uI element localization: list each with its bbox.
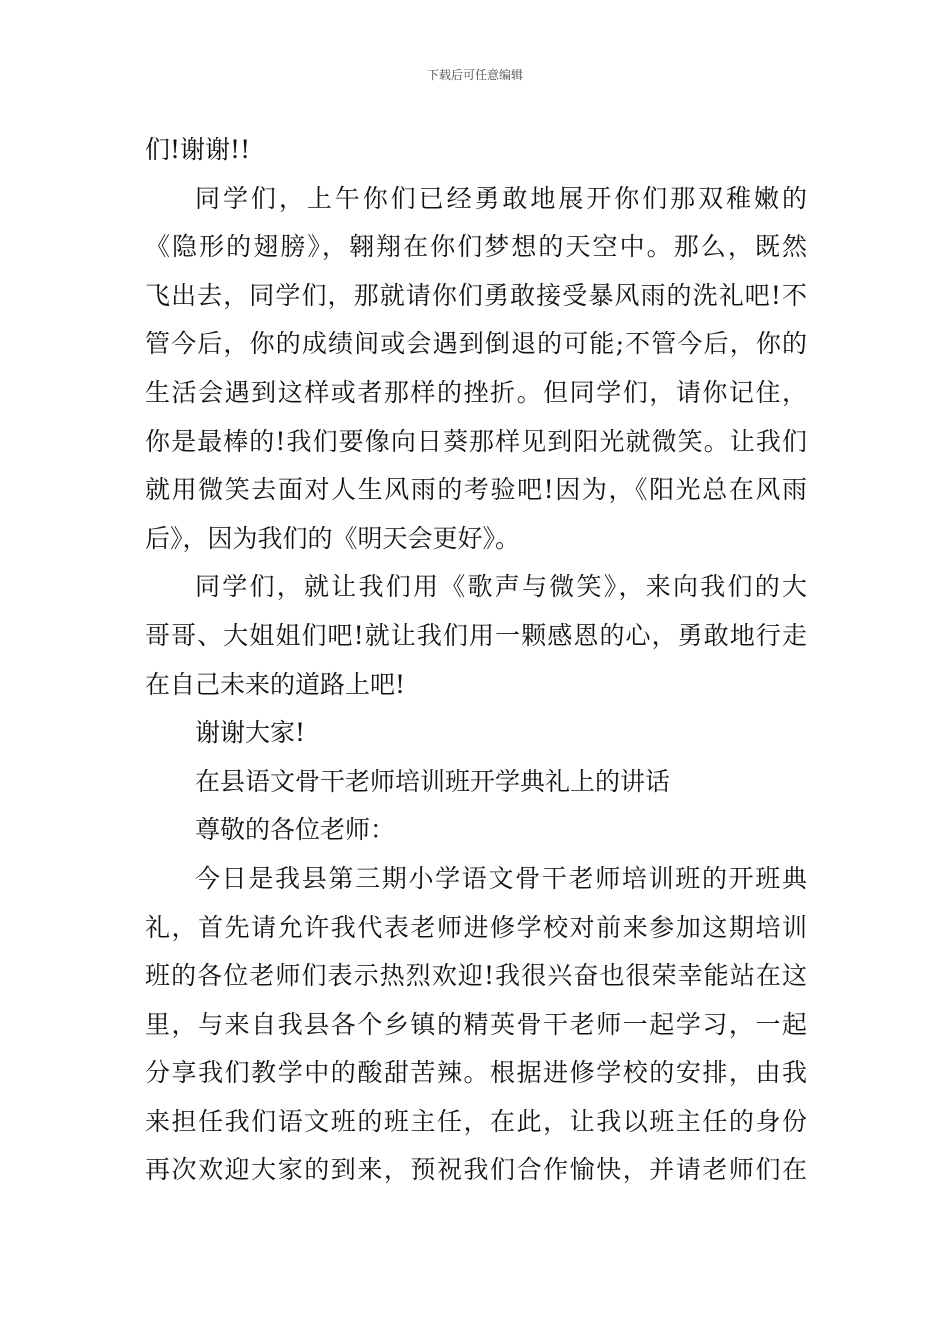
text-line: 在自己未来的道路上吧!: [145, 669, 406, 699]
text-line: 同学们，就让我们用《歌声与微笑》，来向我们的大: [195, 572, 807, 602]
text-line: 后》，因为我们的《明天会更好》。: [145, 523, 521, 553]
page-header-note: 下载后可任意编辑: [426, 68, 523, 82]
text-line: 管今后，你的成绩间或会遇到倒退的可能;不管今后，你的: [145, 329, 807, 359]
text-line: 礼，首先请允许我代表老师进修学校对前来参加这期培训: [145, 912, 807, 942]
text-line: 谢谢大家!: [195, 718, 306, 748]
text-line: 生活会遇到这样或者那样的挫折。但同学们，请你记住，: [145, 377, 807, 407]
text-line: 来担任我们语文班的班主任，在此，让我以班主任的身份: [145, 1106, 807, 1136]
text-line: 你是最棒的!我们要像向日葵那样见到阳光就微笑。让我们: [145, 426, 807, 456]
text-line: 们!谢谢!!: [145, 135, 251, 164]
text-line: 同学们，上午你们已经勇敢地展开你们那双稚嫩的: [195, 183, 807, 213]
text-line: 哥哥、大姐姐们吧!就让我们用一颗感恩的心，勇敢地行走: [145, 620, 807, 650]
document-body: [145, 126, 807, 1195]
text-line: 《隐形的翅膀》，翱翔在你们梦想的天空中。那么，既然: [145, 232, 807, 262]
text-line: 班的各位老师们表示热烈欢迎!我很兴奋也很荣幸能站在这: [145, 961, 807, 991]
text-line: 再次欢迎大家的到来，预祝我们合作愉快，并请老师们在: [145, 1155, 807, 1185]
text-line: 在县语文骨干老师培训班开学典礼上的讲话: [195, 766, 671, 796]
text-line: 今日是我县第三期小学语文骨干老师培训班的开班典: [195, 863, 807, 893]
text-line: 尊敬的各位老师：: [195, 815, 396, 845]
text-line: 里，与来自我县各个乡镇的精英骨干老师一起学习，一起: [145, 1009, 807, 1039]
text-line: 飞出去，同学们，那就请你们勇敢接受暴风雨的洗礼吧!不: [145, 280, 807, 310]
text-line: 就用微笑去面对人生风雨的考验吧!因为，《阳光总在风雨: [145, 475, 807, 505]
text-line: 分享我们教学中的酸甜苦辣。根据进修学校的安排，由我: [145, 1058, 807, 1088]
